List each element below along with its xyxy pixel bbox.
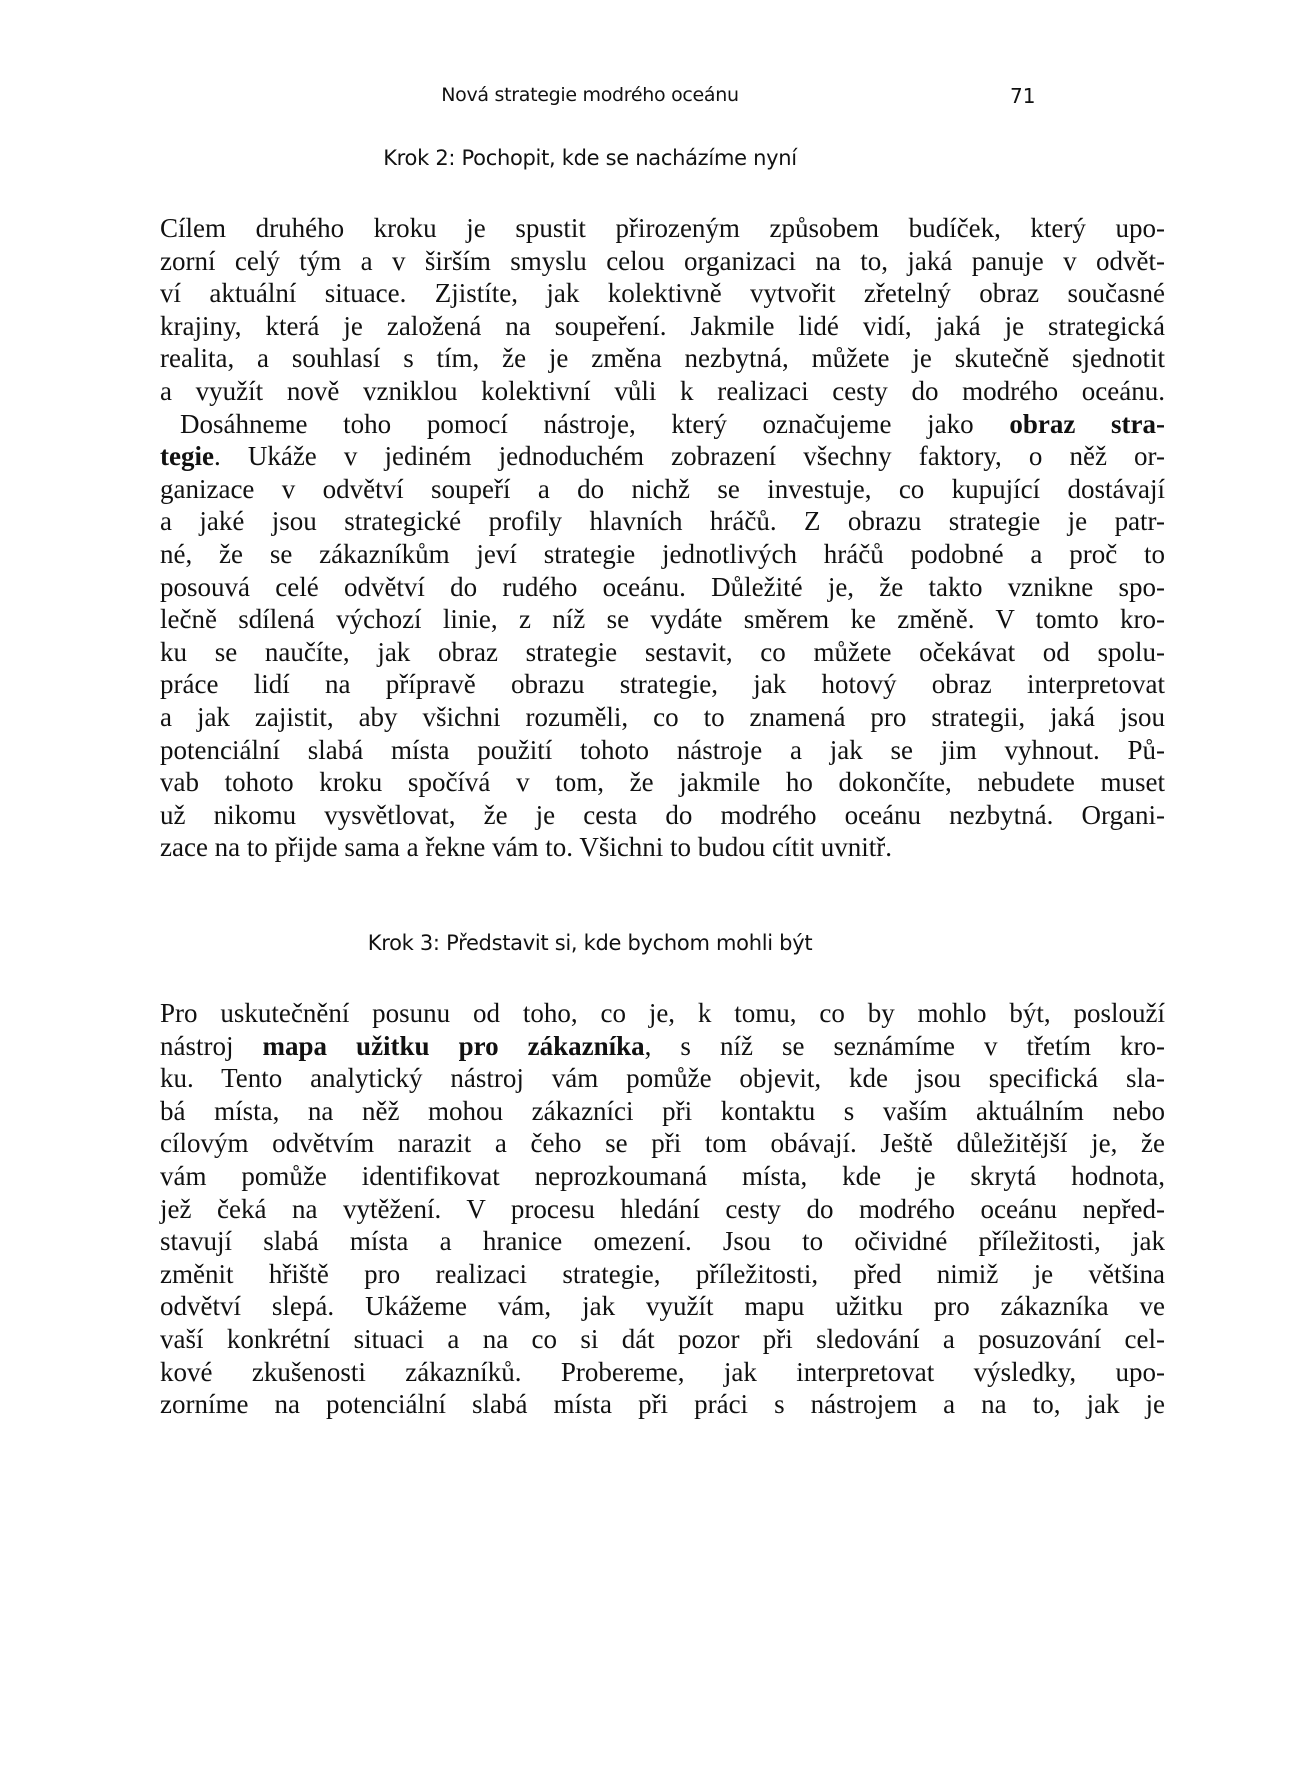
text-line [160, 310, 1165, 343]
text-run: cílovým odvětvím narazit a čeho se při tom obávají. Ještě důležitější je, že [160, 1128, 1165, 1159]
page-number: 71 [1010, 84, 1036, 108]
text-run: kové zkušenosti zákazníků. Probereme, jak interpretovat výsledky, upo- [160, 1356, 1165, 1387]
text-run: zorní celý tým a v širším smyslu celou organizaci na to, jaká panuje v odvět- [160, 245, 1165, 276]
text-line [160, 1258, 1165, 1291]
text-line [160, 1030, 1165, 1063]
text-run: a využít nově vzniklou kolektivní vůli k realizaci cesty do modrého oceánu. [160, 375, 1165, 406]
text-line [160, 1160, 1165, 1193]
text-line [160, 997, 1165, 1030]
text-run: , s níž se seznámíme v třetím kro- [644, 1030, 1165, 1061]
text-line [160, 1356, 1165, 1389]
text-line [160, 831, 1165, 864]
text-line [160, 1388, 1165, 1421]
text-run: zace na to přijde sama a řekne vám to. Všichni to budou cítit uvnitř. [160, 832, 893, 863]
section-heading-step-2: Krok 2: Pochopit, kde se nacházíme nyní [383, 146, 797, 170]
text-run: posouvá celé odvětví do rudého oceánu. Důležité je, že takto vznikne spo- [160, 571, 1165, 602]
text-line [160, 701, 1165, 734]
text-line [160, 571, 1165, 604]
bold-term: obraz stra- [1009, 408, 1165, 439]
text-line [160, 538, 1165, 571]
text-run: Dosáhneme toho pomocí nástroje, který označujeme jako [180, 408, 1010, 439]
text-line [160, 408, 1165, 441]
text-line [160, 375, 1165, 408]
section-3-body [160, 997, 1165, 1421]
text-run: Pro uskutečnění posunu od toho, co je, k tomu, co by mohlo být, poslouží [160, 998, 1165, 1028]
text-line [160, 1193, 1165, 1226]
section-heading-step-3: Krok 3: Představit si, kde bychom mohli být [367, 931, 813, 955]
text-run: a jak zajistit, aby všichni rozuměli, co to znamená pro strategii, jaká jsou [160, 701, 1165, 732]
text-line [160, 734, 1165, 767]
text-line [160, 603, 1165, 636]
text-run: . Ukáže v jediném jednoduchém zobrazení všechny faktory, o něž or- [213, 441, 1165, 472]
text-line [160, 1225, 1165, 1258]
text-line [160, 1095, 1165, 1128]
text-line [160, 342, 1165, 375]
text-line [160, 1290, 1165, 1323]
text-run: potenciální slabá místa použití tohoto nástroje a jak se jim vyhnout. Pů- [160, 734, 1165, 765]
text-run: vám pomůže identifikovat neprozkoumaná místa, kde je skrytá hodnota, [160, 1160, 1165, 1191]
text-run: jež čeká na vytěžení. V procesu hledání cesty do modrého oceánu nepřed- [160, 1193, 1165, 1224]
text-line [160, 505, 1165, 538]
text-line [160, 668, 1165, 701]
text-run: zorníme na potenciální slabá místa při práci s nástrojem a na to, jak je [160, 1389, 1165, 1420]
text-run: ku se naučíte, jak obraz strategie sestavit, co můžete očekávat od spolu- [160, 636, 1165, 667]
bold-term: tegie [160, 441, 214, 472]
text-line [160, 636, 1165, 669]
text-run: lečně sdílená výchozí linie, z níž se vydáte směrem ke změně. V tomto kro- [160, 604, 1165, 635]
text-run: Cílem druhého kroku je spustit přirozeným způsobem budíček, který upo- [160, 213, 1165, 243]
text-run: vab tohoto kroku spočívá v tom, že jakmile ho dokončíte, nebudete muset [160, 767, 1165, 798]
text-run: práce lidí na přípravě obrazu strategie, jak hotový obraz interpretovat [160, 669, 1165, 700]
running-header-title: Nová strategie modrého oceánu [441, 84, 739, 106]
text-line [160, 766, 1165, 799]
text-line [160, 277, 1165, 310]
text-run: ganizace v odvětví soupeří a do nichž se investuje, co kupující dostávají [160, 473, 1165, 504]
text-line [160, 1062, 1165, 1095]
text-run: už nikomu vysvětlovat, že je cesta do modrého oceánu nezbytná. Organi- [160, 799, 1165, 830]
text-line [160, 1127, 1165, 1160]
text-run: ví aktuální situace. Zjistíte, jak kolektivně vytvořit zřetelný obraz současné [160, 278, 1165, 309]
text-line [160, 799, 1165, 832]
text-line [160, 245, 1165, 278]
text-run: nástroj [160, 1030, 263, 1061]
text-run: vaší konkrétní situaci a na co si dát pozor při sledování a posuzování cel- [160, 1323, 1165, 1354]
text-line [160, 473, 1165, 506]
section-2-body [160, 212, 1165, 864]
text-run: krajiny, která je založená na soupeření. Jakmile lidé vidí, jaká je strategická [160, 310, 1165, 341]
text-line [160, 440, 1165, 473]
text-line [160, 1323, 1165, 1356]
text-run: změnit hřiště pro realizaci strategie, příležitosti, před nimiž je většina [160, 1258, 1165, 1289]
text-run: stavují slabá místa a hranice omezení. Jsou to očividné příležitosti, jak [160, 1226, 1165, 1257]
text-run: ku. Tento analytický nástroj vám pomůže objevit, kde jsou specifická sla- [160, 1063, 1165, 1094]
bold-term: mapa užitku pro zákazníka [262, 1030, 645, 1061]
text-line [160, 212, 1165, 245]
text-run: bá místa, na něž mohou zákazníci při kontaktu s vaším aktuálním nebo [160, 1095, 1165, 1126]
text-run: realita, a souhlasí s tím, že je změna nezbytná, můžete je skutečně sjednotit [160, 343, 1165, 374]
text-run: a jaké jsou strategické profily hlavních hráčů. Z obrazu strategie je patr- [160, 506, 1165, 537]
text-run: né, že se zákazníkům jeví strategie jednotlivých hráčů podobné a proč to [160, 538, 1165, 569]
text-run: odvětví slepá. Ukážeme vám, jak využít mapu užitku pro zákazníka ve [160, 1291, 1165, 1322]
